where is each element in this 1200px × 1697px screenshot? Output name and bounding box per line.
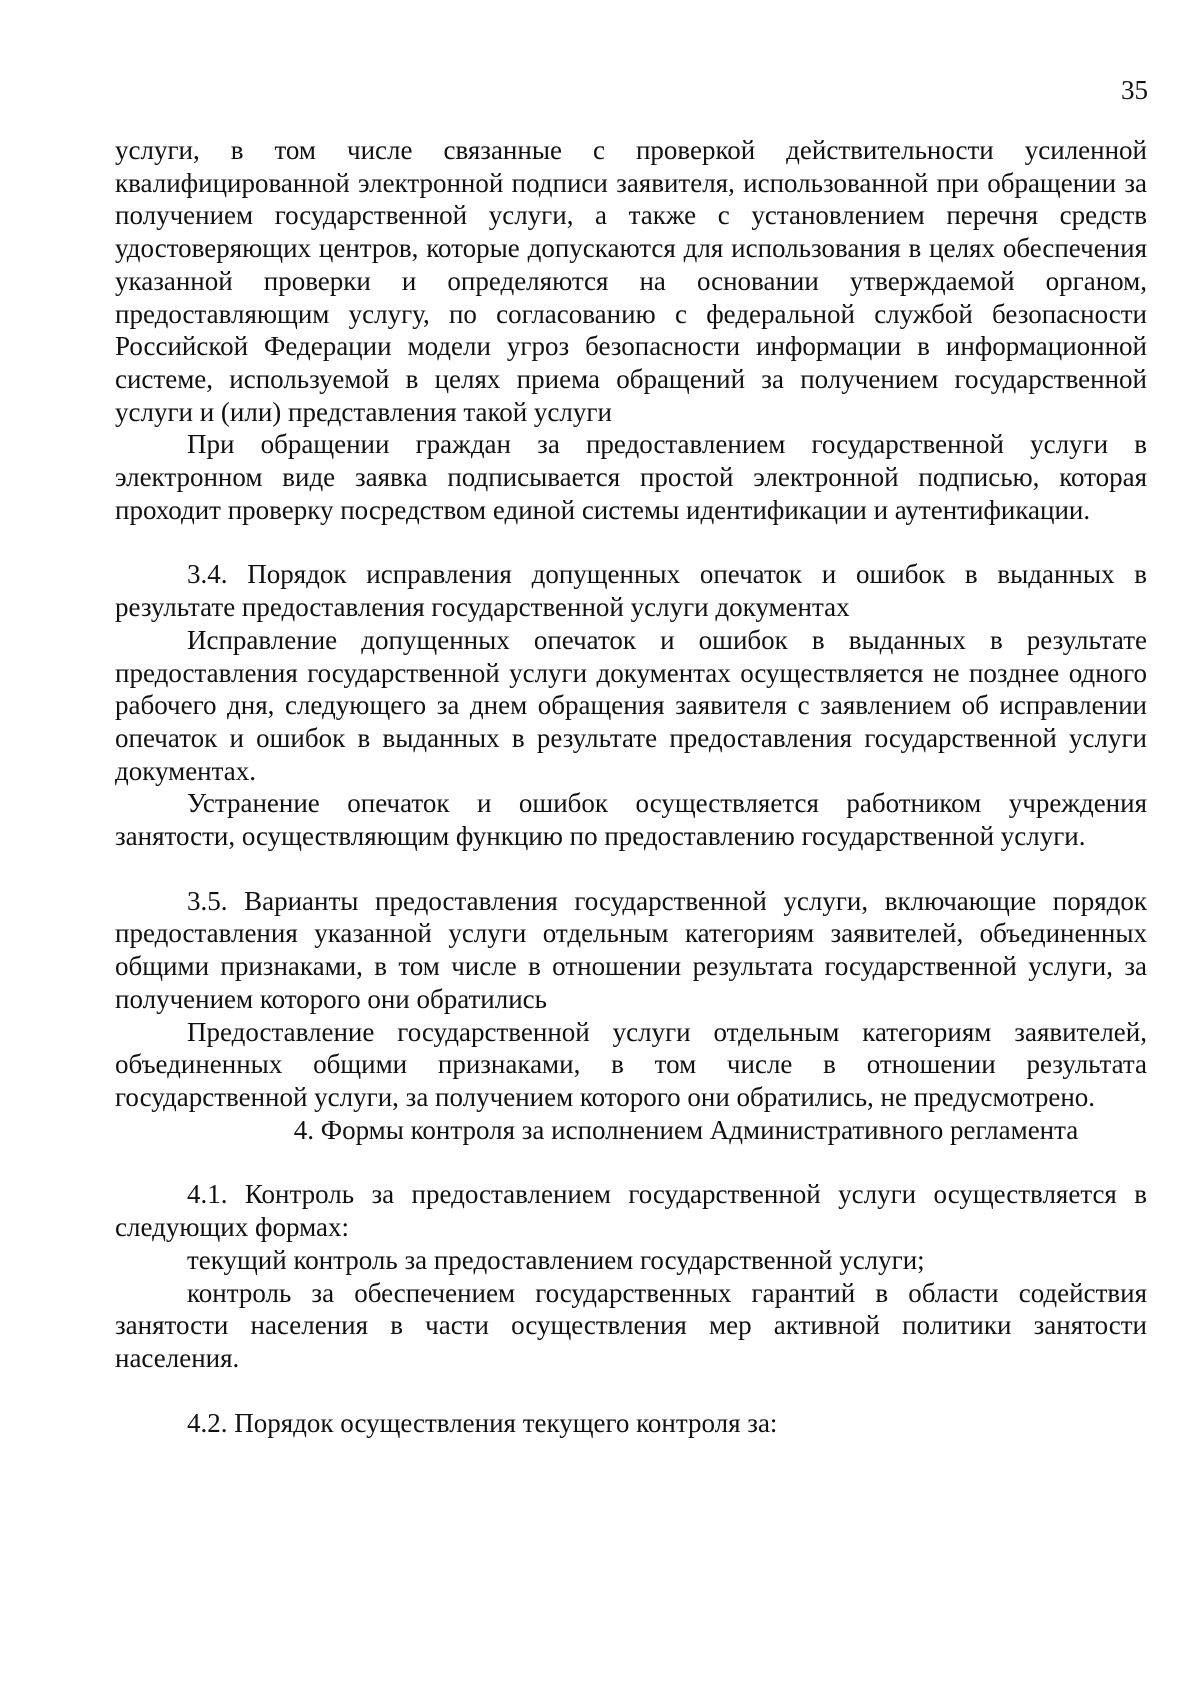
paragraph-simple-signature: При обращении граждан за предоставлением государственной услуги в электронном виде заявка подписывается простой электронной подписью, которая проходит проверку посредством единой системы идентификации и аутентификации. [115, 429, 1147, 525]
paragraph-4-1-control-forms: 4.1. Контроль за предоставлением государственной услуги осуществляется в следующих формах: [115, 1179, 1147, 1243]
document-body [115, 134, 1147, 1439]
paragraph-corrections-responsible: Устранение опечаток и ошибок осуществляется работником учреждения занятости, осуществляющим функцию по предоставлению государственной услуги. [115, 788, 1147, 852]
page-number: 35 [1121, 75, 1148, 105]
paragraph-variants-not-provided: Предоставление государственной услуги отдельным категориям заявителей, объединенных общими признаками, в том числе в отношении результата государственной услуги, за получением которого они обратились, не предусмотрено. [115, 1016, 1147, 1112]
section-heading-3-5: 3.5. Варианты предоставления государственной услуги, включающие порядок предоставления указанной услуги отдельным категориям заявителей, объединенных общими признаками, в том числе в отношении результата государственной услуги, за получением которого они обратились [115, 885, 1147, 1014]
section-heading-4-2: 4.2. Порядок осуществления текущего контроля за: [187, 1407, 778, 1438]
list-item-current-control: текущий контроль за предоставлением государственной услуги; [187, 1244, 925, 1275]
paragraph-corrections-deadline: Исправление допущенных опечаток и ошибок в выданных в результате предоставления государственной услуги документах осуществляется не позднее одного рабочего дня, следующего за днем обращения заявителя с заявлением об исправлении опечаток и ошибок в выданных в результате предоставления государственной услуги документах. [115, 624, 1147, 786]
section-heading-3-4: 3.4. Порядок исправления допущенных опечаток и ошибок в выданных в результате предоставления государственной услуги документах [115, 559, 1147, 623]
paragraph-signature-verification: услуги, в том числе связанные с проверкой действительности усиленной квалифицированной электронной подписи заявителя, использованной при обращении за получением государственной услуги, а также с установлением перечня средств удостоверяющих центров, которые допускаются для использования в целях обеспечения указанной проверки и определяются на основании утверждаемой органом, предоставляющим услугу, по согласованию с федеральной службой безопасности Российской Федерации модели угроз безопасности информации в информационной системе, используемой в целях приема обращений за получением государственной услуги и (или) представления такой услуги [115, 135, 1147, 427]
section-heading-4: 4. Формы контроля за исполнением Административного регламента [293, 1114, 1079, 1145]
list-item-guarantees-control: контроль за обеспечением государственных гарантий в области содействия занятости населения в части осуществления мер активной политики занятости населения. [115, 1277, 1147, 1373]
